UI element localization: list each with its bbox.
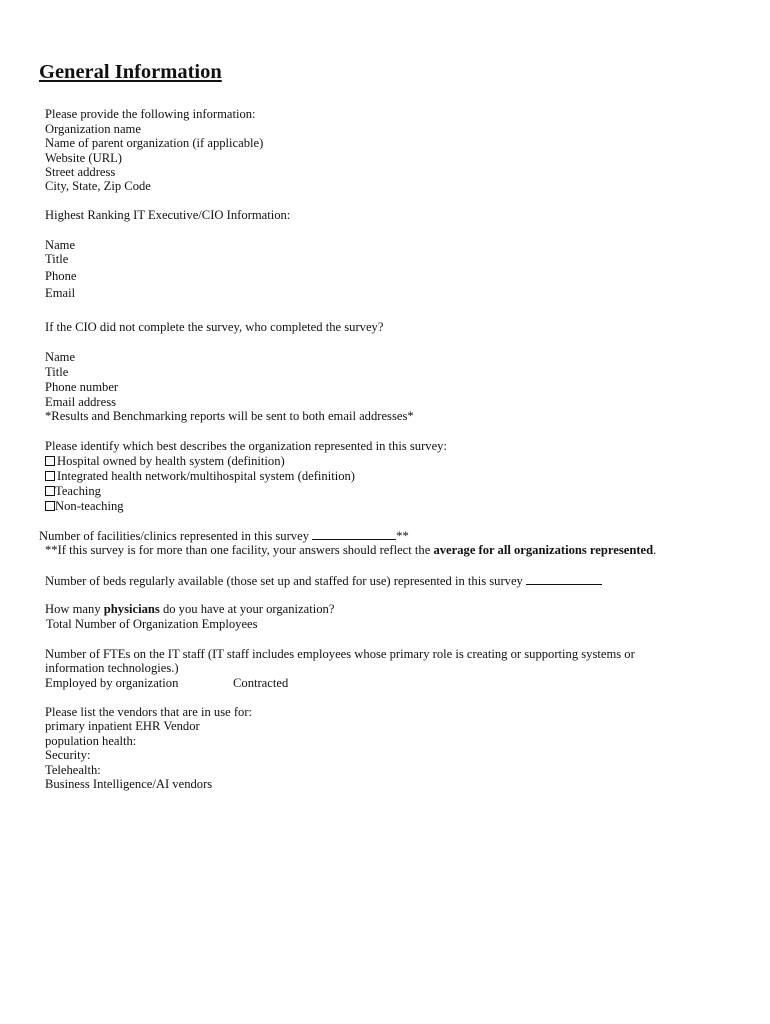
physicians-suffix: do you have at your organization? xyxy=(162,602,335,616)
option-label: Non-teaching xyxy=(55,499,124,513)
physicians-prefix: How many xyxy=(45,602,101,616)
beds-question-line xyxy=(45,573,602,589)
facilities-note xyxy=(45,543,656,558)
completer-field-title: Title xyxy=(45,365,69,379)
physicians-question xyxy=(45,602,334,617)
facilities-suffix: ** xyxy=(396,529,409,543)
employees-question: Total Number of Organization Employees xyxy=(46,617,258,631)
completer-note: *Results and Benchmarking reports will be sent to both email addresses* xyxy=(45,409,414,423)
option-teaching[interactable] xyxy=(45,484,101,499)
intro-prompt: Please provide the following information: xyxy=(45,107,256,121)
checkbox[interactable] xyxy=(45,501,55,511)
checkbox[interactable] xyxy=(45,471,55,481)
beds-question: Number of beds regularly available (those set up and staffed for use) represented in this survey xyxy=(45,574,523,588)
vendor-bi-ai: Business Intelligence/AI vendors xyxy=(45,777,213,791)
ftes-question-line2: information technologies.) xyxy=(45,661,179,675)
completer-field-email: Email address xyxy=(45,395,116,409)
field-parent-organization: Name of parent organization (if applicable) xyxy=(45,136,264,150)
option-label: Teaching xyxy=(55,484,101,498)
completer-question: If the CIO did not complete the survey, who completed the survey? xyxy=(45,320,384,334)
completer-field-name: Name xyxy=(45,350,76,364)
vendor-security: Security: xyxy=(45,748,91,762)
option-non-teaching[interactable] xyxy=(45,499,124,514)
checkbox[interactable] xyxy=(45,456,55,466)
option-label: Hospital owned by health system (definition) xyxy=(57,454,285,468)
vendor-telehealth: Telehealth: xyxy=(45,763,101,777)
field-organization-name: Organization name xyxy=(45,122,141,136)
cio-heading: Highest Ranking IT Executive/CIO Information: xyxy=(45,208,291,222)
field-website: Website (URL) xyxy=(45,151,122,165)
completer-field-phone: Phone number xyxy=(45,380,119,394)
field-city-state-zip: City, State, Zip Code xyxy=(45,179,151,193)
facilities-note-end: . xyxy=(653,543,657,557)
facilities-blank[interactable] xyxy=(312,528,396,540)
cio-field-name: Name xyxy=(45,238,76,252)
cio-field-title: Title xyxy=(45,252,69,266)
option-label: Integrated health network/multihospital system (definition) xyxy=(57,469,355,483)
beds-blank[interactable] xyxy=(526,573,602,585)
option-hospital-owned[interactable] xyxy=(45,454,285,469)
physicians-bold: physicians xyxy=(103,602,160,616)
cio-field-email: Email xyxy=(45,286,76,300)
cio-field-phone: Phone xyxy=(45,269,77,283)
facilities-question-line xyxy=(39,528,409,544)
facilities-note-text: **If this survey is for more than one facility, your answers should reflect the xyxy=(45,543,431,557)
page-title: General Information xyxy=(39,61,222,83)
checkbox[interactable] xyxy=(45,486,55,496)
org-type-question: Please identify which best describes the organization represented in this survey: xyxy=(45,439,447,453)
ftes-contracted-label: Contracted xyxy=(233,676,289,690)
ftes-employed-label: Employed by organization xyxy=(45,676,179,690)
vendor-population-health: population health: xyxy=(45,734,137,748)
vendors-prompt: Please list the vendors that are in use for: xyxy=(45,705,253,719)
vendor-ehr: primary inpatient EHR Vendor xyxy=(45,719,200,733)
ftes-question-line1: Number of FTEs on the IT staff (IT staff includes employees whose primary role is creating or supporting systems or xyxy=(45,647,635,661)
option-integrated-network[interactable] xyxy=(45,469,355,484)
field-street-address: Street address xyxy=(45,165,116,179)
facilities-note-bold: average for all organizations represented xyxy=(433,543,654,557)
facilities-question: Number of facilities/clinics represented in this survey xyxy=(39,529,309,543)
